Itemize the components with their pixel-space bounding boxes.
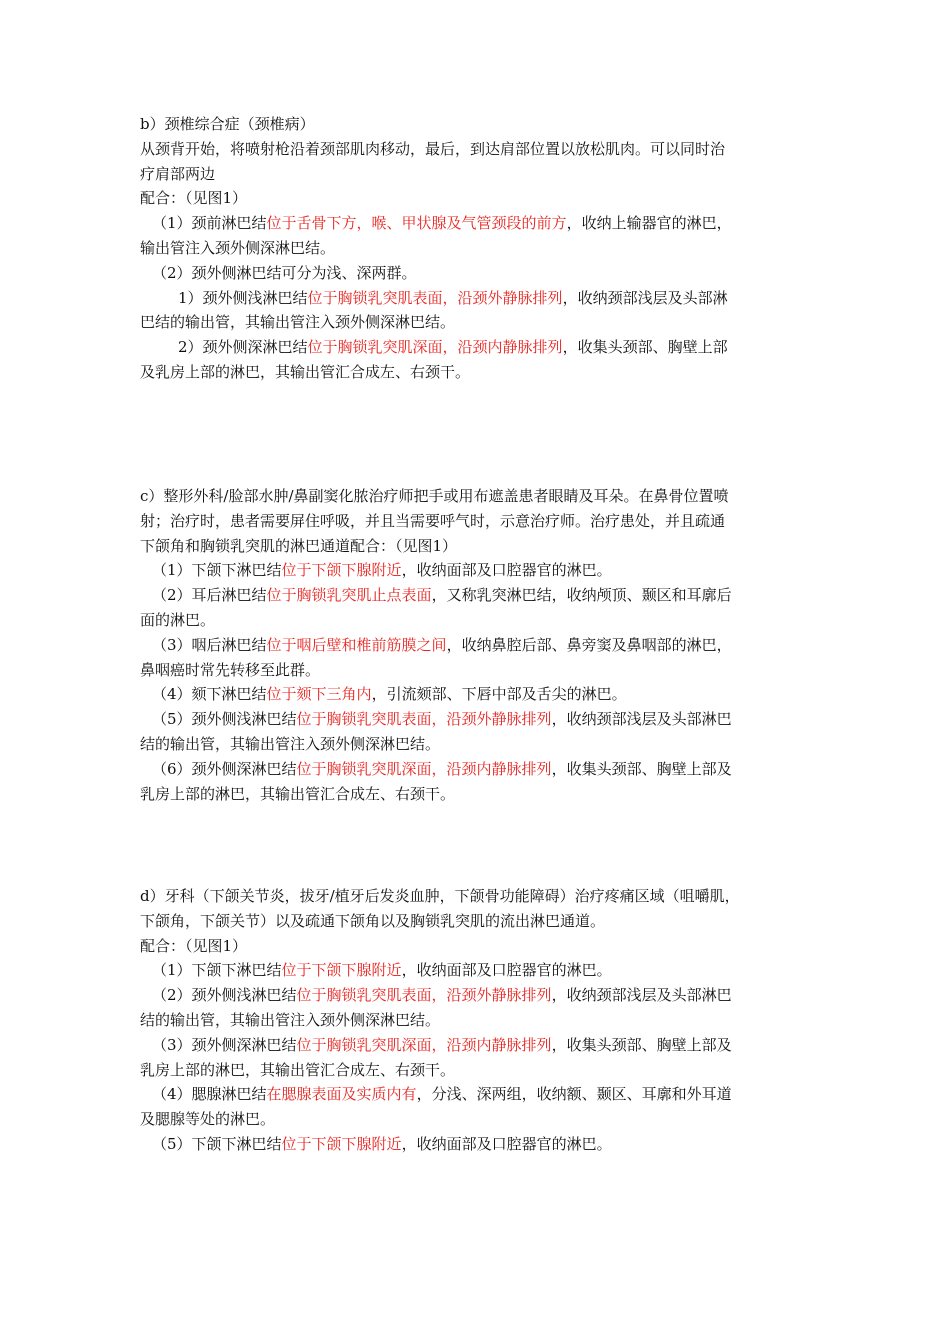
body-text: ，收集头颈部、胸壁上部及 [551, 1035, 732, 1054]
body-text: （4）颏下淋巴结 [152, 685, 267, 704]
text-line [140, 137, 820, 162]
text-line [140, 1033, 820, 1058]
highlighted-location-text: 位于舌骨下方，喉、甲状腺及气管颈段的前方 [266, 214, 567, 233]
body-text: ，分浅、深两组，收纳额、颞区、耳廓和外耳道 [416, 1085, 732, 1104]
body-text: 结的输出管，其输出管注入颈外侧深淋巴结。 [140, 1010, 441, 1029]
body-text: 疗肩部两边 [140, 164, 216, 183]
text-line [140, 1008, 820, 1033]
body-text: 2）颈外侧深淋巴结 [178, 338, 308, 357]
body-text: ，又称乳突淋巴结，收纳颅顶、颞区和耳廓后 [431, 586, 732, 605]
highlighted-location-text: 位于胸锁乳突肌表面，沿颈外静脉排列 [296, 710, 552, 729]
text-line [140, 707, 820, 732]
text-line [140, 286, 820, 311]
text-line [140, 211, 820, 236]
body-text: 结的输出管，其输出管注入颈外侧深淋巴结。 [140, 734, 441, 753]
text-line [140, 310, 820, 335]
body-text: （5）下颌下淋巴结 [152, 1134, 282, 1153]
body-text: 巴结的输出管，其输出管注入颈外侧深淋巴结。 [140, 313, 456, 332]
body-text: （1）颈前淋巴结 [152, 214, 267, 233]
highlighted-location-text: 位于胸锁乳突肌深面，沿颈内静脉排列 [296, 759, 552, 778]
body-text: 从颈背开始，将喷射枪沿着颈部肌肉移动，最后，到达肩部位置以放松肌肉。可以同时治 [140, 139, 726, 158]
text-line [140, 757, 820, 782]
body-text: 面的淋巴。 [140, 610, 216, 629]
text-line [140, 1058, 820, 1083]
body-text: ，收集头颈部、胸壁上部及 [551, 759, 732, 778]
text-line [140, 682, 820, 707]
section-b-cervical-syndrome [140, 112, 820, 385]
highlighted-location-text: 位于胸锁乳突肌表面，沿颈外静脉排列 [296, 986, 552, 1005]
body-text: 及腮腺等处的淋巴。 [140, 1110, 276, 1129]
text-line [140, 1107, 820, 1132]
text-line [140, 484, 820, 509]
highlighted-location-text: 位于胸锁乳突肌表面，沿颈外静脉排列 [307, 288, 563, 307]
body-text: 下颌角，下颌关节）以及疏通下颌角以及胸锁乳突肌的流出淋巴通道。 [140, 911, 606, 930]
highlighted-location-text: 位于下颌下腺附近 [281, 1134, 402, 1153]
body-text: 配合：（见图1） [140, 189, 248, 208]
text-line [140, 360, 820, 385]
text-line [140, 236, 820, 261]
highlighted-location-text: 位于下颌下腺附近 [281, 561, 402, 580]
body-text: d）牙科（下颌关节炎，拔牙/植牙后发炎血肿，下颌骨功能障碍）治疗疼痛区域（咀嚼肌， [140, 887, 740, 905]
body-text: （4）腮腺淋巴结 [152, 1085, 267, 1104]
body-text: 乳房上部的淋巴，其输出管汇合成左、右颈干。 [140, 1060, 456, 1079]
body-text: c）整形外科/脸部水肿/鼻副窦化脓治疗师把手或用布遮盖患者眼睛及耳朵。在鼻骨位置喷 [140, 487, 729, 505]
text-line [140, 909, 820, 934]
text-line [140, 782, 820, 807]
highlighted-location-text: 位于胸锁乳突肌深面，沿颈内静脉排列 [307, 338, 563, 357]
text-line [140, 958, 820, 983]
body-text: ，收纳颈部浅层及头部淋巴 [551, 710, 732, 729]
text-line [140, 732, 820, 757]
section-d-dentistry [140, 884, 820, 1157]
body-text: 鼻咽癌时常先转移至此群。 [140, 660, 321, 679]
text-line [140, 658, 820, 683]
text-line [140, 534, 820, 559]
body-text: ，收纳鼻腔后部、鼻旁窦及鼻咽部的淋巴， [446, 635, 732, 654]
body-text: （3）咽后淋巴结 [152, 635, 267, 654]
highlighted-location-text: 位于下颌下腺附近 [281, 961, 402, 980]
text-line [140, 162, 820, 187]
text-line [140, 112, 820, 137]
highlighted-location-text: 位于胸锁乳突肌深面，沿颈内静脉排列 [296, 1035, 552, 1054]
text-line [140, 884, 820, 909]
body-text: 1）颈外侧浅淋巴结 [178, 288, 308, 307]
body-text: ，收集头颈部、胸壁上部 [562, 338, 728, 357]
highlighted-location-text: 在腮腺表面及实质内有 [266, 1085, 417, 1104]
section-c-plastic-surgery [140, 484, 820, 806]
highlighted-location-text: 位于咽后壁和椎前筋膜之间 [266, 635, 447, 654]
text-line [140, 608, 820, 633]
text-line [140, 983, 820, 1008]
body-text: ，收纳颈部浅层及头部淋巴 [551, 986, 732, 1005]
body-text: 射；治疗时，患者需要屏住呼吸，并且当需要呼气时，示意治疗师。治疗患处，并且疏通 [140, 511, 726, 530]
text-line [140, 1082, 820, 1107]
body-text: ，收纳面部及口腔器官的淋巴。 [401, 961, 612, 980]
body-text: 及乳房上部的淋巴，其输出管汇合成左、右颈干。 [140, 362, 471, 381]
body-text: b）颈椎综合症（颈椎病） [140, 115, 315, 133]
body-text: ，收纳颈部浅层及头部淋 [562, 288, 728, 307]
highlighted-location-text: 位于胸锁乳突肌止点表面 [266, 586, 432, 605]
body-text: （2）耳后淋巴结 [152, 586, 267, 605]
body-text: （6）颈外侧深淋巴结 [152, 759, 297, 778]
body-text: ，收纳上输器官的淋巴， [566, 214, 732, 233]
text-line [140, 261, 820, 286]
body-text: （3）颈外侧深淋巴结 [152, 1035, 297, 1054]
text-line [140, 509, 820, 534]
body-text: 下颌角和胸锁乳突肌的淋巴通道配合：（见图1） [140, 536, 458, 555]
body-text: ，引流颏部、下唇中部及舌尖的淋巴。 [371, 685, 627, 704]
body-text: ，收纳面部及口腔器官的淋巴。 [401, 1134, 612, 1153]
text-line [140, 583, 820, 608]
text-line [140, 558, 820, 583]
highlighted-location-text: 位于颏下三角内 [266, 685, 372, 704]
body-text: ，收纳面部及口腔器官的淋巴。 [401, 561, 612, 580]
body-text: 乳房上部的淋巴，其输出管汇合成左、右颈干。 [140, 784, 456, 803]
text-line [140, 934, 820, 959]
body-text: （1）下颌下淋巴结 [152, 961, 282, 980]
body-text: （5）颈外侧浅淋巴结 [152, 710, 297, 729]
body-text: 配合：（见图1） [140, 936, 248, 955]
text-line [140, 186, 820, 211]
body-text: 输出管注入颈外侧深淋巴结。 [140, 238, 336, 257]
text-line [140, 335, 820, 360]
text-line [140, 633, 820, 658]
body-text: （2）颈外侧浅淋巴结 [152, 986, 297, 1005]
body-text: （2）颈外侧淋巴结可分为浅、深两群。 [152, 263, 417, 282]
body-text: （1）下颌下淋巴结 [152, 561, 282, 580]
text-line [140, 1132, 820, 1157]
